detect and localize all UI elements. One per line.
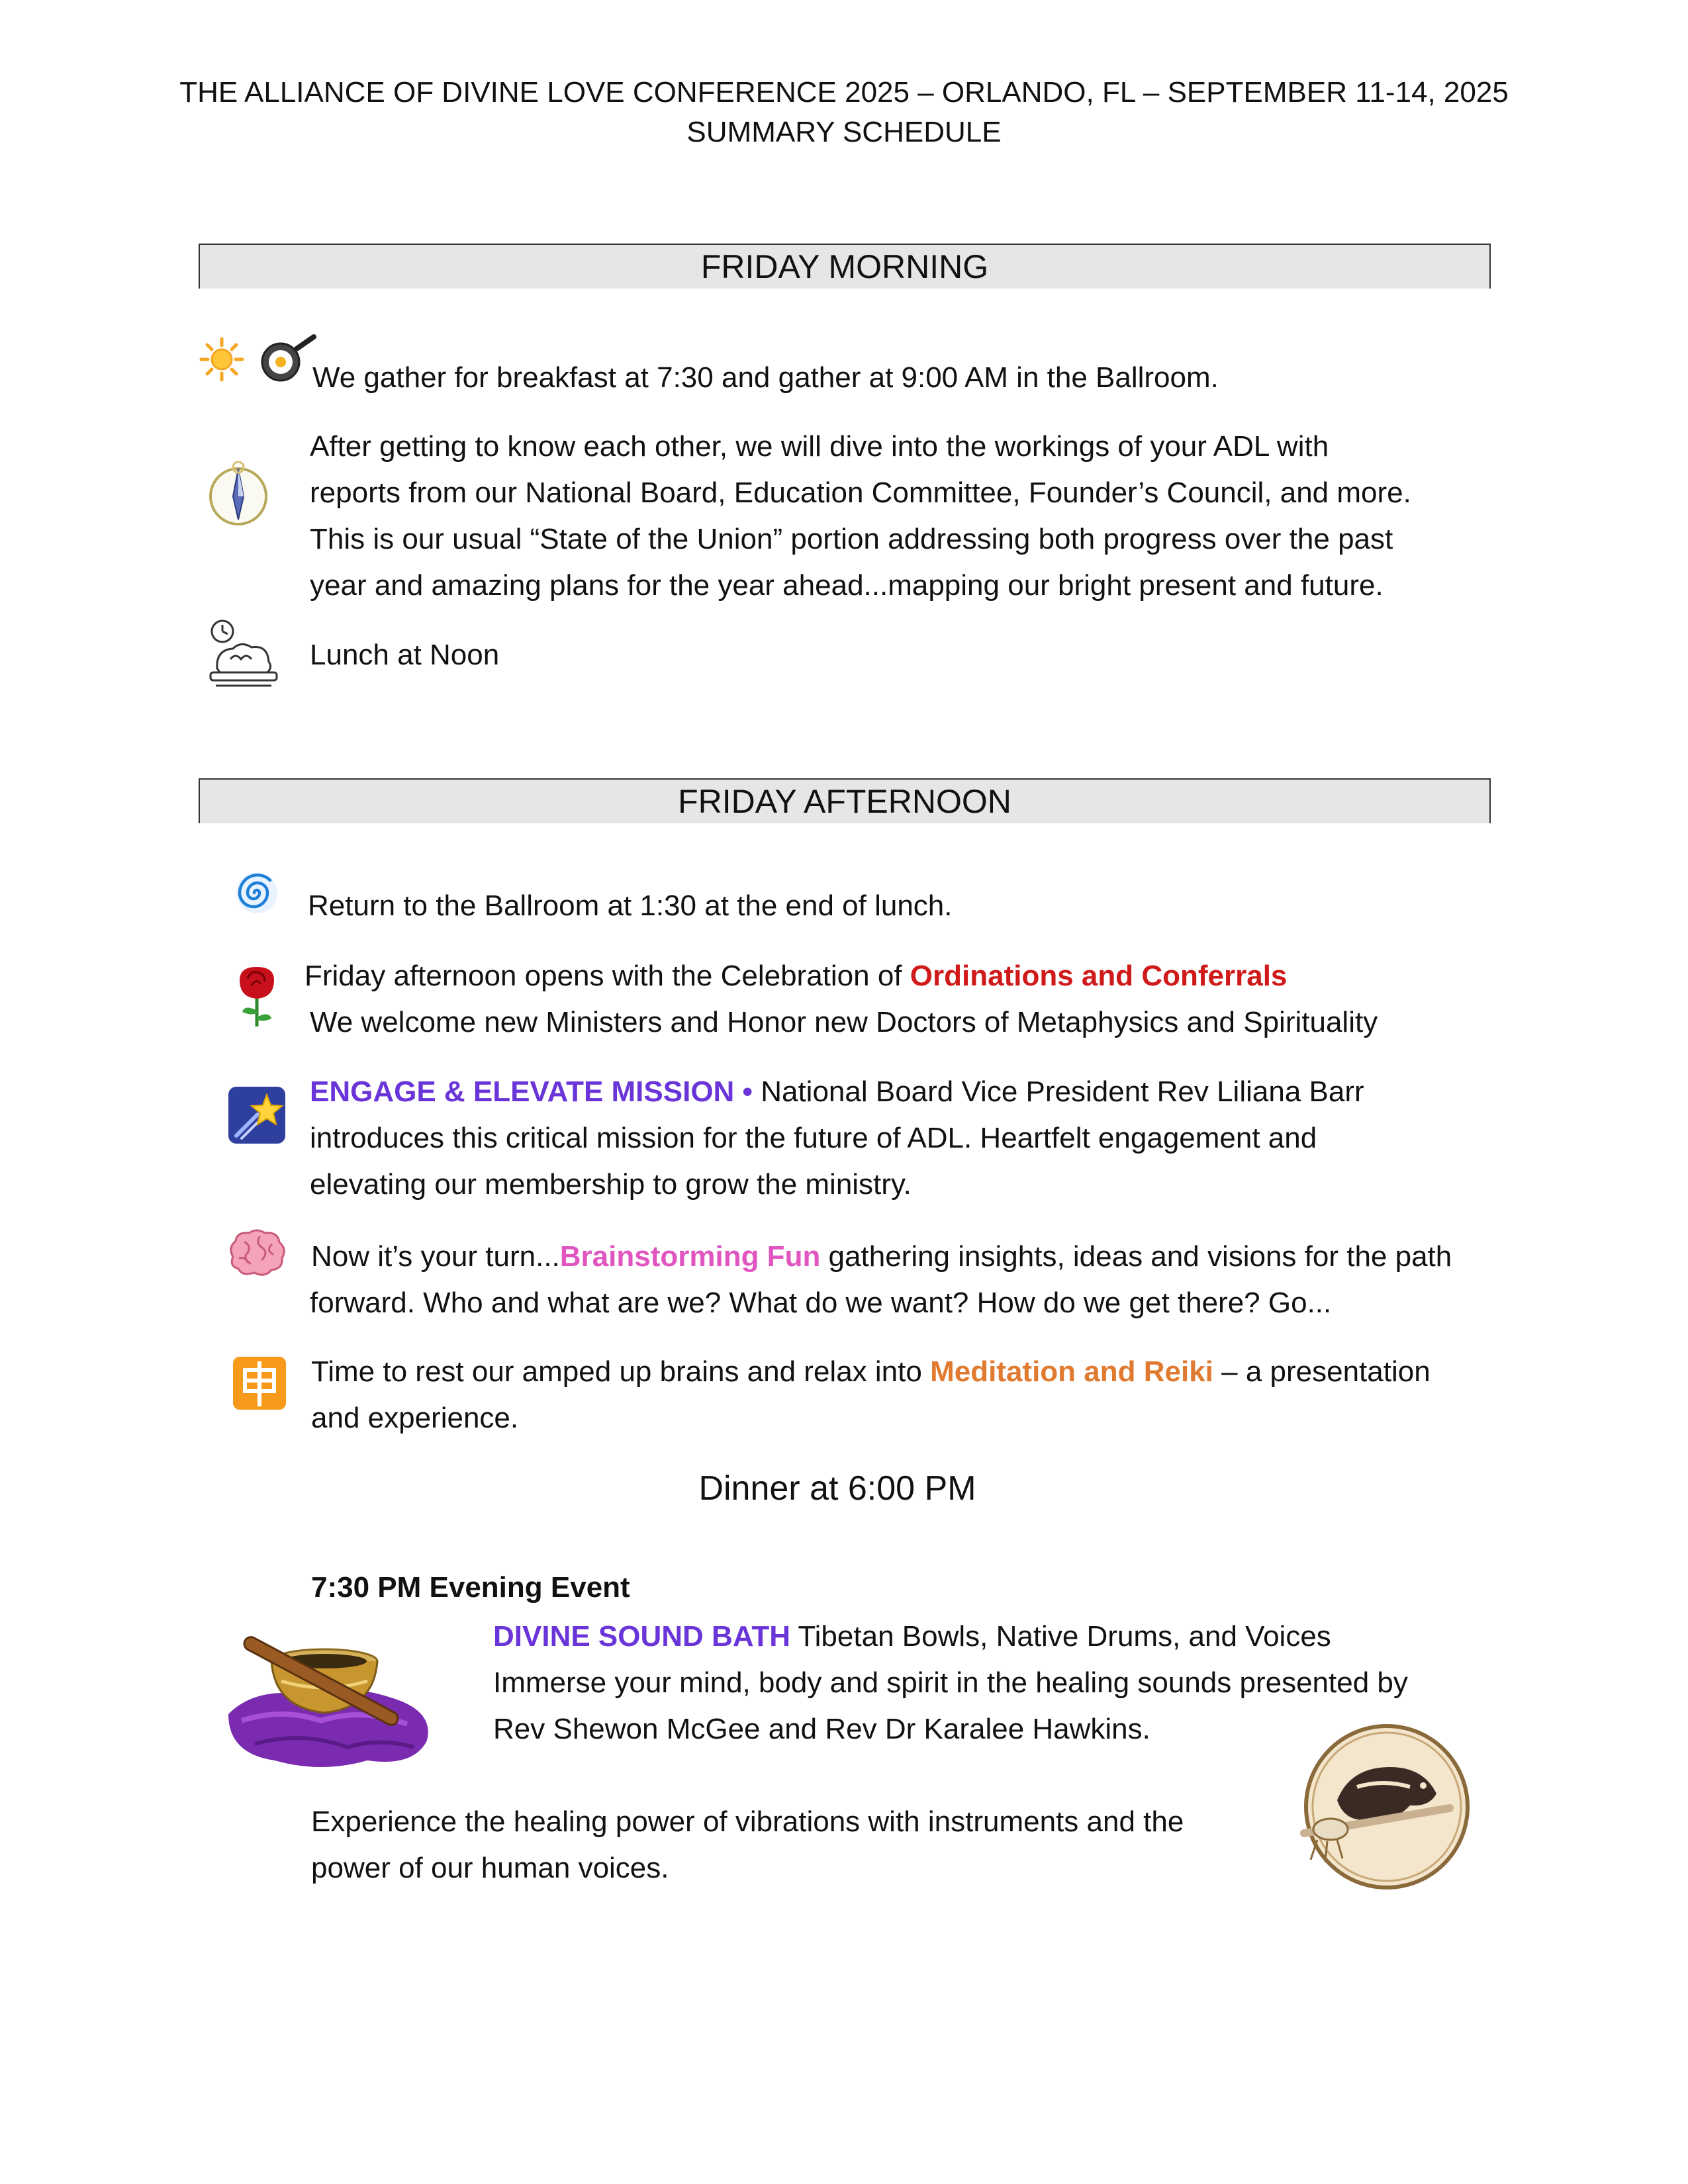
experience-line-2: power of our human voices. [311,1852,669,1884]
brainstorm-text-post: gathering insights, ideas and visions for the path [820,1240,1452,1273]
cyclone-icon [235,871,279,915]
drum-image [1291,1721,1476,1893]
document-title: THE ALLIANCE OF DIVINE LOVE CONFERENCE 2025 – ORLANDO, FL – SEPTEMBER 11-14, 2025 [179,76,1509,109]
meditation-line-2: and experience. [311,1402,519,1434]
return-text: Return to the Ballroom at 1:30 at the end of lunch. [308,889,953,922]
workings-line-1: After getting to know each other, we will dive into the workings of your ADL with [310,430,1329,463]
brainstorming-fun-highlight: Brainstorming Fun [559,1240,821,1273]
workings-line-3: This is our usual “State of the Union” portion addressing both progress over the past [310,523,1393,555]
workings-line-4: year and amazing plans for the year ahead...mapping our bright present and future. [310,569,1383,602]
brainstorm-text: Now it’s your turn... [311,1240,560,1273]
compass-icon [205,457,271,529]
brain-icon [225,1228,289,1281]
ordinations-conferrals-highlight: Ordinations and Conferrals [910,960,1288,992]
soundbath-line-3: Rev Shewon McGee and Rev Dr Karalee Hawkins. [493,1713,1150,1745]
mission-text: National Board Vice President Rev Liliana Barr [752,1075,1364,1108]
document-subtitle: SUMMARY SCHEDULE [686,116,1002,148]
brainstorm-line-2: forward. Who and what are we? What do we want? How do we get there? Go... [310,1287,1332,1319]
meditation-symbol-icon [232,1355,287,1411]
dinner-text: Dinner at 6:00 PM [698,1469,976,1508]
mission-line-3: elevating our membership to grow the ministry. [310,1168,912,1201]
ordination-line-2: We welcome new Ministers and Honor new Doctors of Metaphysics and Spirituality [310,1006,1378,1038]
divine-sound-bath-highlight: DIVINE SOUND BATH [493,1620,790,1653]
ordination-line-1 [305,953,1287,999]
shooting-star-icon [227,1085,287,1145]
breakfast-text: We gather for breakfast at 7:30 and gather at 9:00 AM in the Ballroom. [312,361,1219,394]
soundbath-line-1 [493,1614,1331,1660]
soundbath-text: Tibetan Bowls, Native Drums, and Voices [790,1620,1331,1653]
lunch-text: Lunch at Noon [310,639,500,671]
engage-elevate-highlight: ENGAGE & ELEVATE MISSION • [310,1075,753,1108]
soundbath-line-2: Immerse your mind, body and spirit in the healing sounds presented by [493,1666,1408,1699]
sun-icon [199,336,245,383]
singing-bowl-image [215,1615,440,1774]
meditation-reiki-highlight: Meditation and Reiki [930,1355,1213,1388]
mission-line-2: introduces this critical mission for the future of ADL. Heartfelt engagement and [310,1122,1317,1154]
experience-line-1: Experience the healing power of vibrations with instruments and the [311,1805,1184,1838]
frying-pan-icon [258,334,318,384]
evening-event-title: 7:30 PM Evening Event [311,1571,630,1604]
ordination-text: Friday afternoon opens with the Celebration of [305,960,910,992]
workings-line-2: reports from our National Board, Education Committee, Founder’s Council, and more. [310,477,1411,509]
section-heading-friday-afternoon: FRIDAY AFTERNOON [199,778,1491,823]
meditation-text: Time to rest our amped up brains and relax into [311,1355,931,1388]
brainstorm-line-1 [311,1234,1452,1280]
meditation-line-1 [311,1349,1430,1395]
lunch-clock-icon [204,615,283,695]
mission-line-1 [310,1069,1364,1115]
section-heading-friday-morning: FRIDAY MORNING [199,244,1491,289]
meditation-text-post: – a presentation [1213,1355,1430,1388]
rose-icon [230,963,283,1029]
